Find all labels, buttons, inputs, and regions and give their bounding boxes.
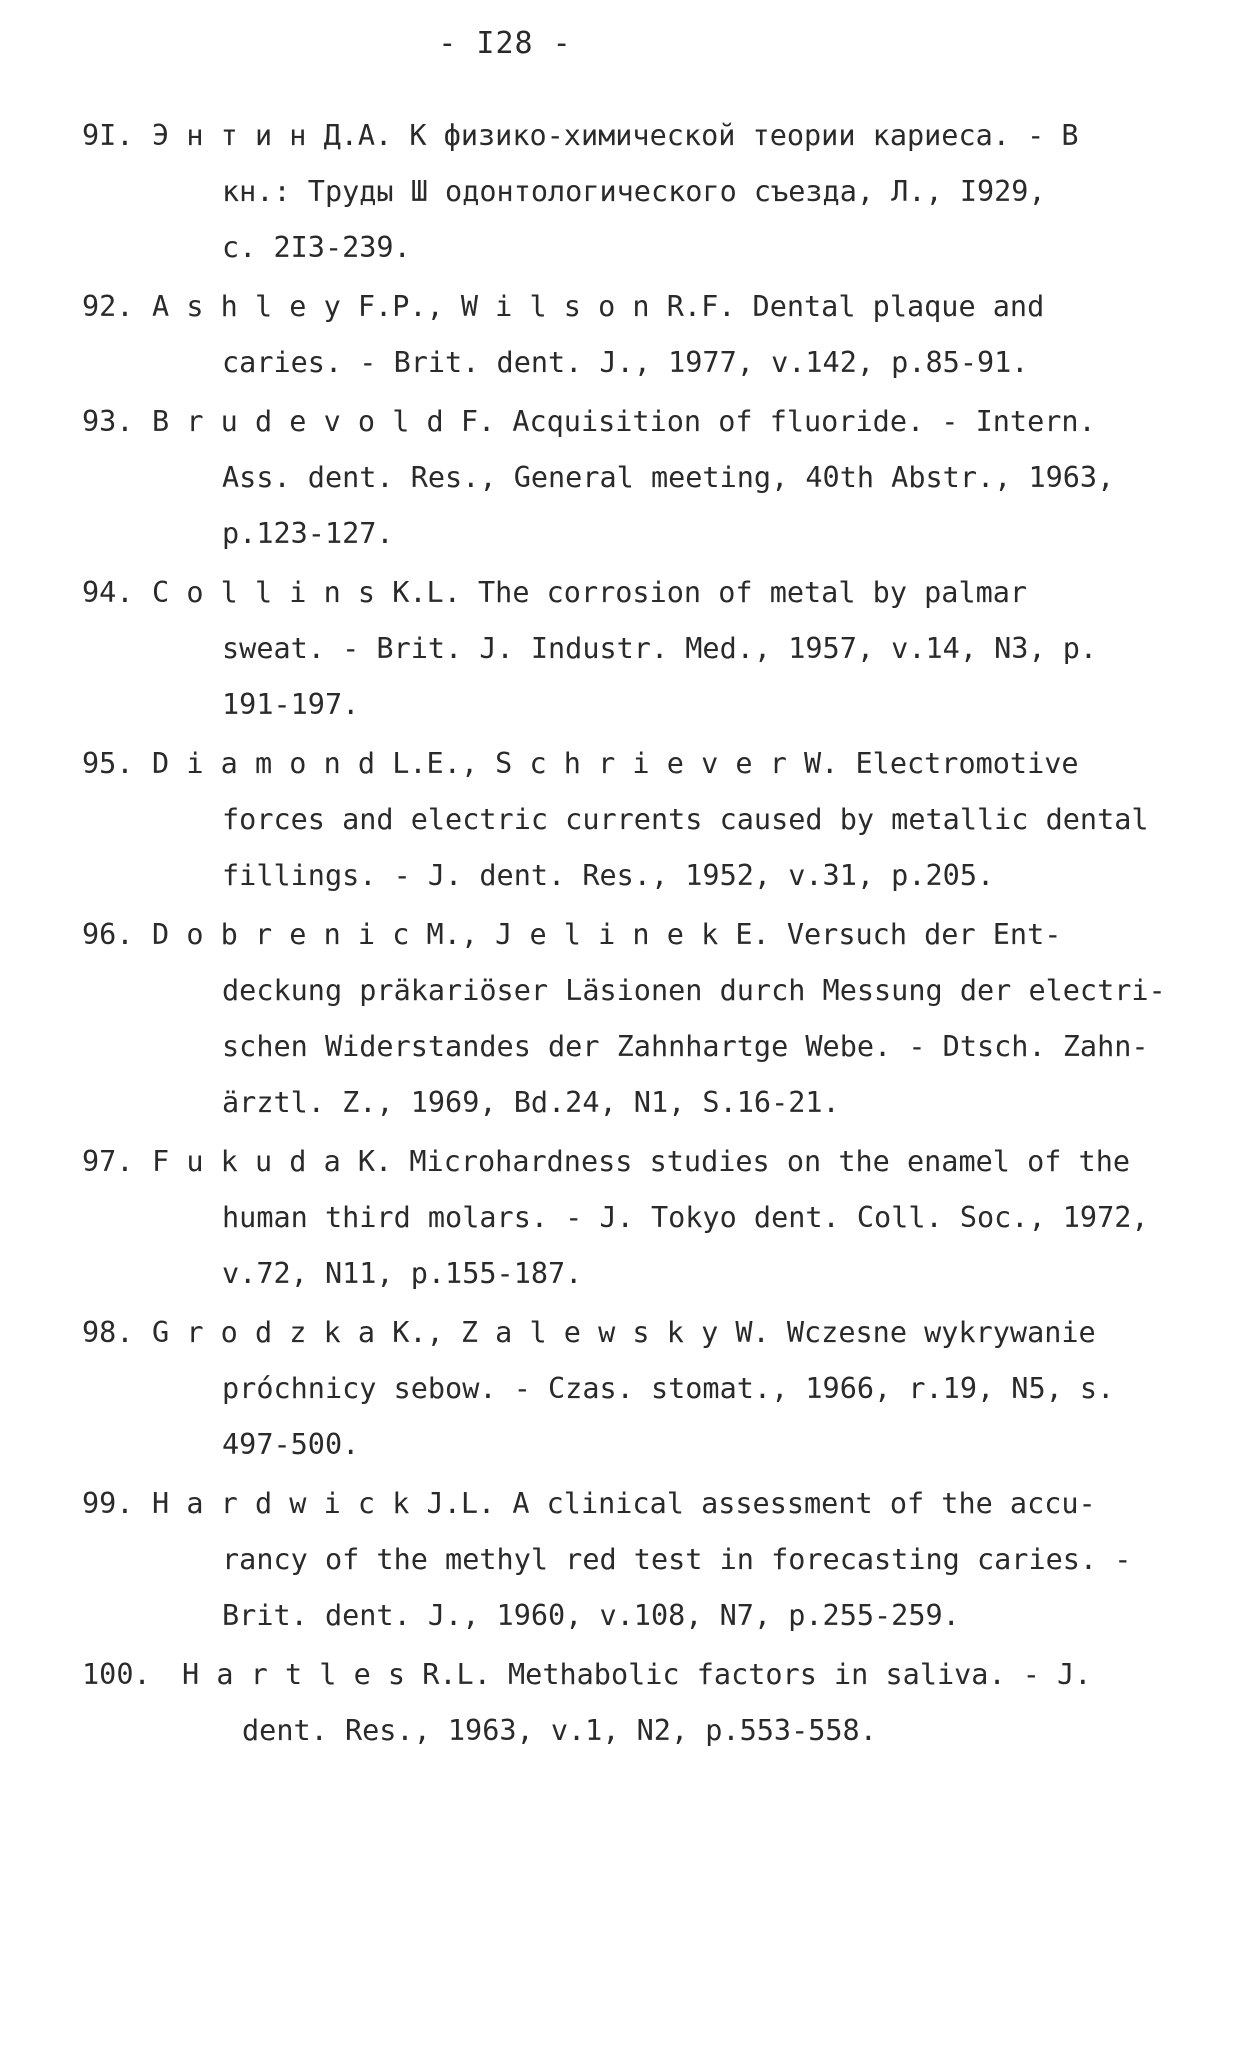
reference-number: 9I. [82, 119, 134, 152]
reference-continuation-line: rancy of the methyl red test in forecasting caries. - [222, 1543, 1132, 1576]
reference-first-line: H a r t l e s R.L. Methabolic factors in saliva. - J. [182, 1658, 1092, 1691]
reference-first-line: D i a m o n d L.E., S c h r i e v e r W. Electromotive [152, 747, 1079, 780]
reference-continuation-line: 191-197. [222, 688, 360, 721]
reference-number: 98. [82, 1316, 134, 1349]
reference-continuation-line: v.72, N11, p.155-187. [222, 1257, 583, 1290]
reference-first-line: G r o d z k a K., Z a l e w s k y W. Wczesne wykrywanie [152, 1316, 1096, 1349]
reference-number: 99. [82, 1487, 134, 1520]
reference-list [82, 108, 1192, 1762]
reference-first-line: B r u d e v o l d F. Acquisition of fluoride. - Intern. [152, 405, 1096, 438]
reference-continuation-line: с. 2I3-239. [222, 231, 411, 264]
reference-first-line: D o b r e n i c M., J e l i n e k E. Versuch der Ent- [152, 918, 1062, 951]
reference-entry [82, 1647, 1192, 1759]
reference-entry [82, 565, 1192, 733]
reference-entry [82, 1134, 1192, 1302]
reference-entry [82, 108, 1192, 276]
reference-continuation-line: ärztl. Z., 1969, Bd.24, N1, S.16-21. [222, 1086, 840, 1119]
reference-number: 94. [82, 576, 134, 609]
reference-number: 93. [82, 405, 134, 438]
reference-number: 97. [82, 1145, 134, 1178]
reference-entry [82, 394, 1192, 562]
reference-first-line: A s h l e y F.P., W i l s o n R.F. Dental plaque and [152, 290, 1045, 323]
reference-continuation-line: schen Widerstandes der Zahnhartge Webe. - Dtsch. Zahn- [222, 1030, 1149, 1063]
reference-entry [82, 736, 1192, 904]
reference-continuation-line: fillings. - J. dent. Res., 1952, v.31, p.205. [222, 859, 995, 892]
reference-continuation-line: dent. Res., 1963, v.1, N2, p.553-558. [242, 1714, 877, 1747]
reference-first-line: H a r d w i c k J.L. A clinical assessment of the accu- [152, 1487, 1096, 1520]
reference-entry [82, 907, 1192, 1131]
reference-continuation-line: Ass. dent. Res., General meeting, 40th Abstr., 1963, [222, 461, 1115, 494]
reference-continuation-line: кн.: Труды Ш одонтологического съезда, Л., I929, [222, 175, 1046, 208]
reference-number: 96. [82, 918, 134, 951]
reference-entry [82, 1476, 1192, 1644]
reference-continuation-line: human third molars. - J. Tokyo dent. Coll. Soc., 1972, [222, 1201, 1149, 1234]
reference-continuation-line: 497-500. [222, 1428, 360, 1461]
reference-entry [82, 279, 1192, 391]
reference-number: 95. [82, 747, 134, 780]
reference-continuation-line: próchnicy sebow. - Czas. stomat., 1966, r.19, N5, s. [222, 1372, 1115, 1405]
reference-first-line: Э н т и н Д.А. К физико-химической теории кариеса. - В [152, 119, 1079, 152]
reference-number: 100. [82, 1658, 151, 1691]
reference-continuation-line: p.123-127. [222, 517, 394, 550]
reference-continuation-line: sweat. - Brit. J. Industr. Med., 1957, v.14, N3, p. [222, 632, 1098, 665]
reference-continuation-line: forces and electric currents caused by metallic dental [222, 803, 1149, 836]
reference-first-line: F u k u d a K. Microhardness studies on the enamel of the [152, 1145, 1131, 1178]
reference-continuation-line: deckung präkariöser Läsionen durch Messung der electri- [222, 974, 1166, 1007]
reference-number: 92. [82, 290, 134, 323]
reference-entry [82, 1305, 1192, 1473]
page-number: - I28 - [438, 26, 572, 61]
reference-first-line: C o l l i n s K.L. The corrosion of metal by palmar [152, 576, 1028, 609]
reference-continuation-line: Brit. dent. J., 1960, v.108, N7, p.255-259. [222, 1599, 960, 1632]
reference-continuation-line: caries. - Brit. dent. J., 1977, v.142, p.85-91. [222, 346, 1029, 379]
